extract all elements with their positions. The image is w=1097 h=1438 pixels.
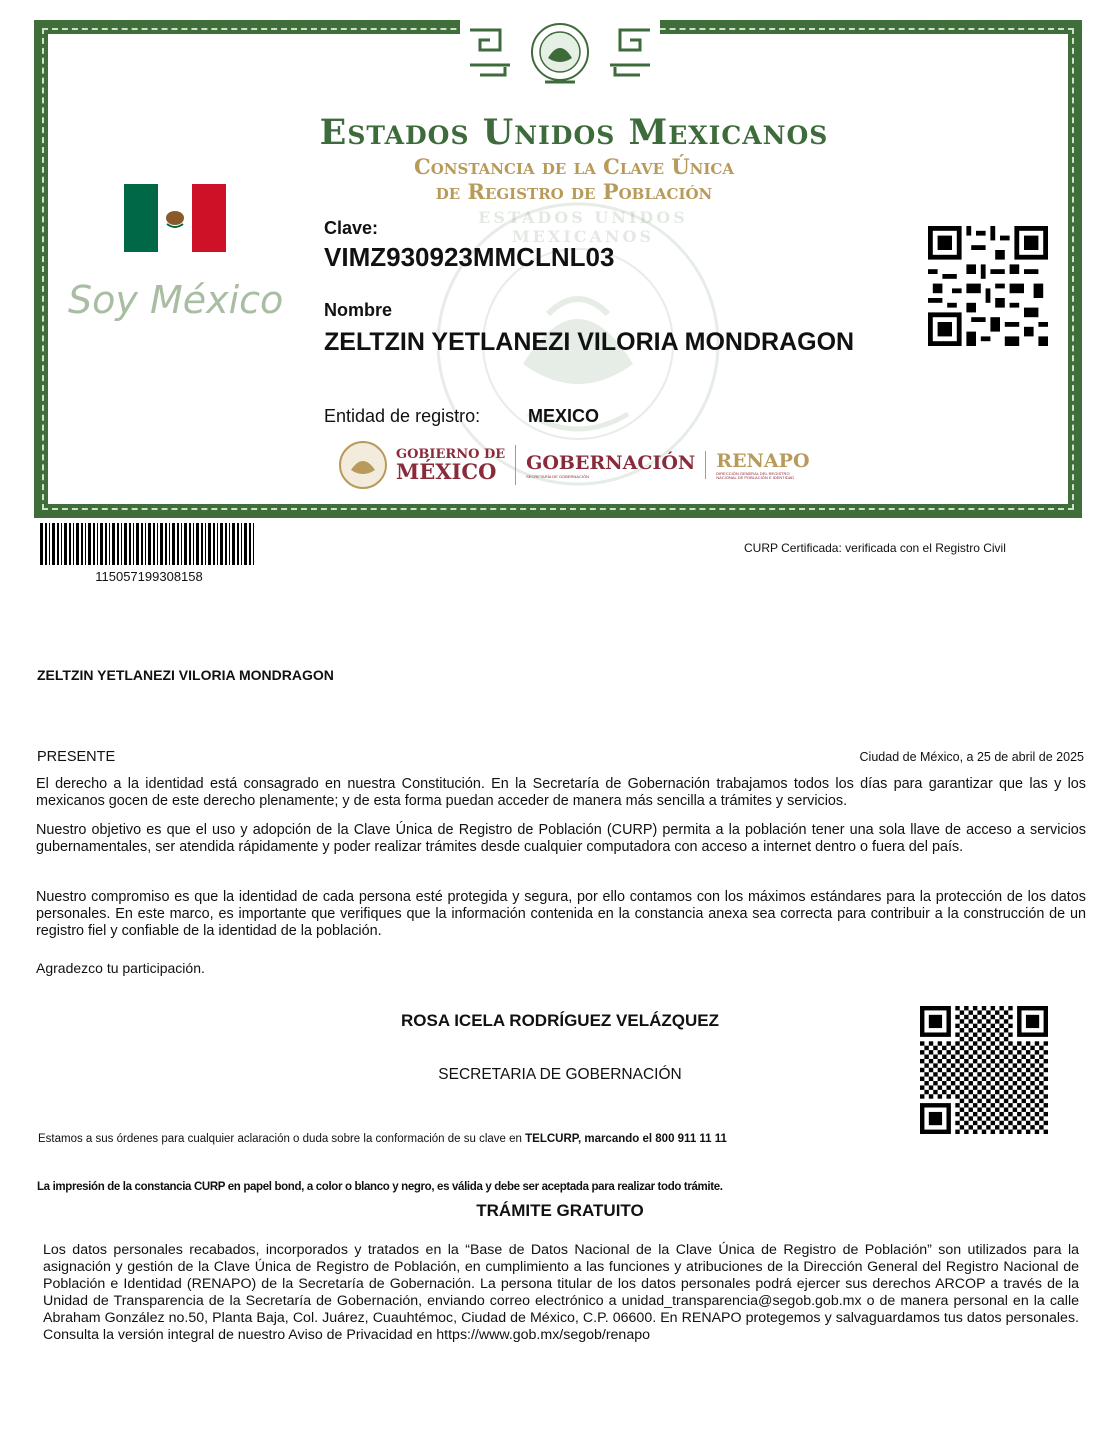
gobierno-mexico-seal-icon: [338, 440, 388, 490]
clave-value: VIMZ930923MMCLNL03: [324, 242, 615, 272]
renapo-logo: [716, 450, 809, 480]
logo-divider: [515, 445, 516, 485]
logo-divider: [705, 451, 706, 479]
signer-title: SECRETARIA DE GOBERNACIÓN: [438, 1066, 682, 1083]
barcode-icon: [40, 523, 258, 565]
mexican-flag-icon: [124, 184, 226, 252]
signer-name: ROSA ICELA RODRÍGUEZ VELÁZQUEZ: [401, 1011, 719, 1030]
free-procedure-notice: TRÁMITE GRATUITO: [476, 1201, 644, 1220]
flag-emblem-icon: [158, 184, 192, 252]
nombre-value: ZELTZIN YETLANEZI VILORIA MONDRAGON: [324, 328, 855, 356]
entidad-value: MEXICO: [528, 406, 600, 426]
letter-qr-code-icon: [920, 1006, 1048, 1134]
gobernacion-text: GOBERNACIÓN: [526, 451, 696, 474]
barcode-number: 115057199308158: [95, 569, 203, 584]
print-validity-note: La impresión de la constancia CURP en papel bond, a color o blanco y negro, es válida y debe ser aceptada para realizar todo trámite.: [37, 1181, 723, 1193]
place-date: Ciudad de México, a 25 de abril de 2025: [859, 750, 1084, 764]
watermark-seal-text: ESTADOS UNIDOS MEXICANOS: [478, 208, 688, 246]
national-emblem-frieze-icon: [460, 20, 660, 90]
certificate-subtitle-1: Constancia de la Clave Única: [414, 154, 734, 179]
soy-mexico-slogan: Soy México: [68, 278, 284, 322]
renapo-text: RENAPO: [716, 450, 810, 472]
certificate-title: Estados Unidos Mexicanos: [319, 112, 829, 153]
gobernacion-subtext: SECRETARÍA DE GOBERNACIÓN: [526, 473, 589, 479]
contact-phone: TELCURP, marcando el 800 911 11 11: [525, 1133, 727, 1145]
entidad-label: Entidad de registro:: [324, 406, 481, 426]
letter-paragraph-2: Nuestro objetivo es que el uso y adopción de la Clave Única de Registro de Población (CURP) permita a la población tener una sola llave de acceso a servicios gubernamentales, ser atendida rápidamente y poder realizar trámites desde cualquier computadora con acceso a internet dentro o fuera del país.: [36, 822, 1086, 855]
contact-line: [38, 1133, 727, 1145]
recipient-name: ZELTZIN YETLANEZI VILORIA MONDRAGON: [37, 667, 334, 683]
curp-certificate-card: [34, 20, 1082, 518]
gobierno-line1: GOBIERNO DE: [396, 447, 506, 462]
government-logos: [338, 438, 810, 492]
contact-prefix: Estamos a sus órdenes para cualquier aclaración o duda sobre la conformación de su clave en: [38, 1133, 522, 1145]
gobernacion-logo: [526, 452, 695, 479]
certificate-qr-code-icon: [928, 226, 1048, 346]
closing-text: Agradezco tu participación.: [36, 960, 205, 976]
certificate-subtitle-2: de Registro de Población: [435, 179, 713, 204]
nombre-label: Nombre: [324, 300, 393, 320]
presente-label: PRESENTE: [37, 749, 116, 765]
letter-paragraph-3: Nuestro compromiso es que la identidad de cada persona esté protegida y segura, por ello contamos con los máximos estándares para la protección de los datos personales. En este marco, es importante que verifiques que la información contenida en la constancia anexa sea correcta para contribuir a la construcción de un registro fiel y confiable de la identidad de la población.: [36, 889, 1086, 939]
renapo-subtext: DIRECCIÓN GENERAL DEL REGISTRO NACIONAL DE POBLACIÓN E IDENTIDAD: [716, 471, 795, 480]
card-body: [48, 34, 1068, 504]
certified-note: CURP Certificada: verificada con el Registro Civil: [744, 541, 1006, 555]
gobierno-mexico-logo: [396, 448, 505, 482]
privacy-notice: Los datos personales recabados, incorporados y tratados en la “Base de Datos Nacional de la Clave Única de Registro de Población” son utilizados para la asignación y gestión de la Clave Única de Registro de Población, en cumplimiento a las funciones y atribuciones de la Dirección General del Registro Nacional de Población e Identidad (RENAPO) de la Secretaría de Gobernación. La persona titular de los datos personales podrá ejercer sus derechos ARCOP a través de la Unidad de Transparencia de la Secretaría de Gobernación, enviando correo electrónico a unidad_transparencia@segob.gob.mx o de manera personal en la calle Abraham González no.50, Planta Baja, Col. Juárez, Cuauhtémoc, Ciudad de México, C.P. 06600. En RENAPO protegemos y salvaguardamos tus datos personales. Consulta la versión integral de nuestro Aviso de Privacidad en https://www.gob.mx/segob/renapo: [43, 1242, 1079, 1343]
letter-paragraph-1: El derecho a la identidad está consagrado en nuestra Constitución. En la Secretaría de Gobernación trabajamos todos los días para garantizar que las y los mexicanos gocen de este derecho plenamente; y de esta forma puedan acceder de manera más sencilla a trámites y servicios.: [36, 776, 1086, 809]
clave-label: Clave:: [324, 218, 379, 238]
gobierno-line2: MÉXICO: [396, 459, 497, 484]
